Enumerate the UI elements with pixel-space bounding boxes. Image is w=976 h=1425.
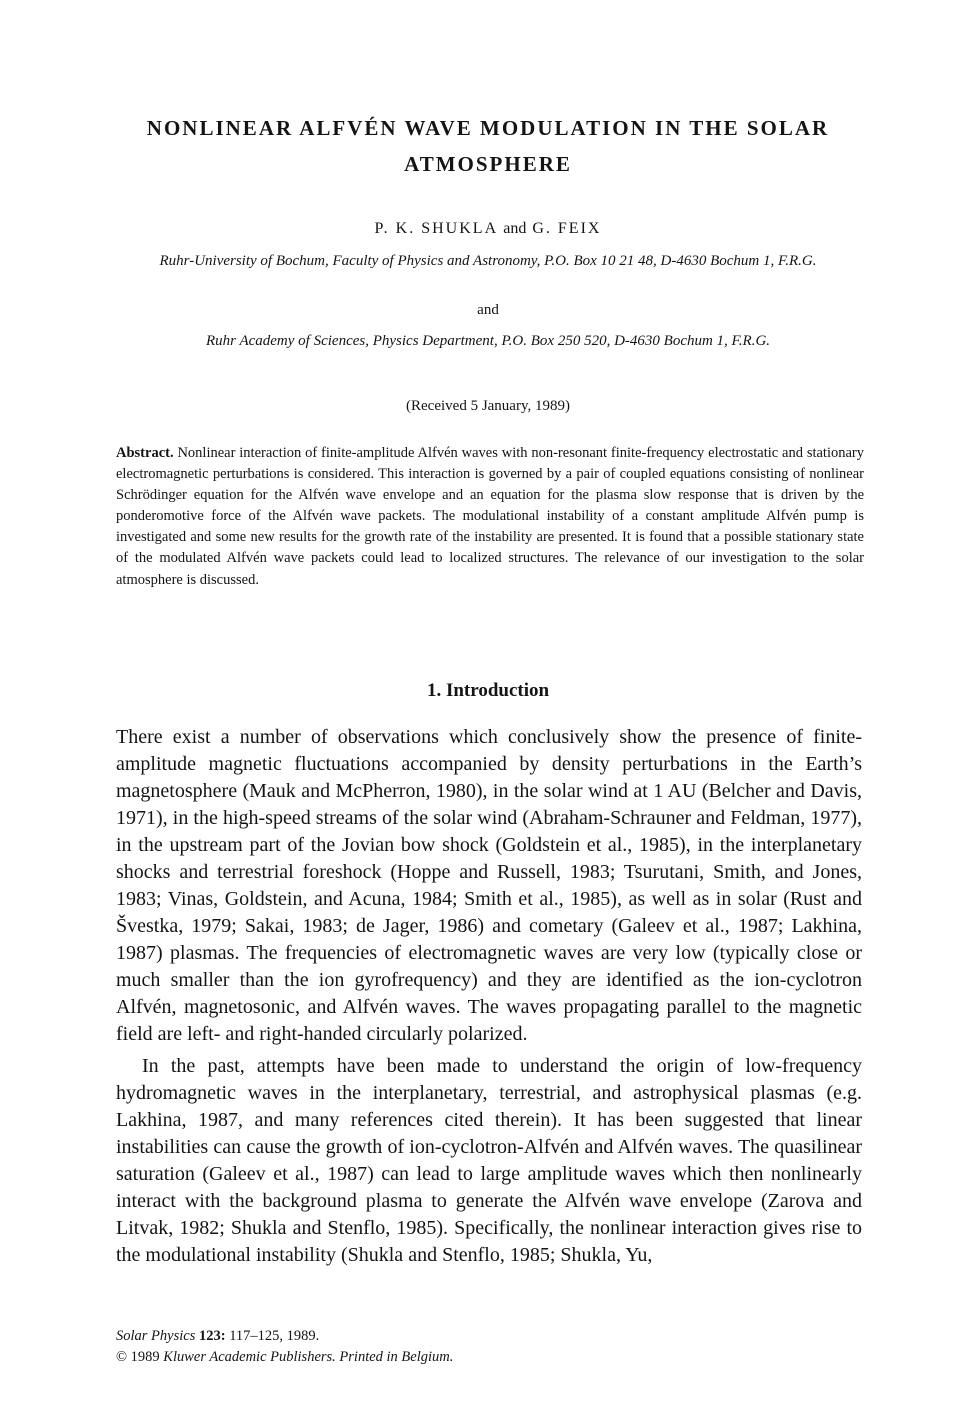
- journal-name: Solar Physics: [116, 1328, 196, 1344]
- journal-pages: 117–125, 1989.: [229, 1328, 320, 1344]
- abstract: [116, 443, 864, 591]
- title-line-1: NONLINEAR ALFVÉN WAVE MODULATION IN THE SOLAR: [146, 116, 830, 140]
- journal-volume: 123:: [198, 1328, 226, 1344]
- affiliation-conjunction: and: [477, 302, 499, 318]
- paper-title: [110, 110, 866, 182]
- abstract-text: Nonlinear interaction of finite-amplitude Alfvén waves with non-resonant finite-frequency electrostatic and stationary electromagnetic perturbations is considered. This interaction is governed by a pair of coupled equations consisting of nonlinear Schrödinger equation for the Alfvén wave envelope and an equation for the plasma slow response that is driven by the ponderomotive force of the Alfvén wave packets. The modulational instability of a constant amplitude Alfvén pump is investigated and some new results for the growth rate of the instability are presented. It is found that a possible stationary state of the modulated Alfvén wave packets could lead to localized structures. The relevance of our investigation to the solar atmosphere is discussed.: [116, 445, 865, 588]
- publisher: Kluwer Academic Publishers. Printed in Belgium.: [163, 1349, 454, 1365]
- author-line: [0, 220, 976, 238]
- page-footer: [116, 1326, 453, 1368]
- title-line-2: ATMOSPHERE: [404, 152, 572, 176]
- paragraph: In the past, attempts have been made to understand the origin of low-frequency hydromagnetic waves in the interplanetary, terrestrial, and astrophysical plasmas (e.g. Lakhina, 1987, and many references cited therein). It has been suggested that linear instabilities can cause the growth of ion-cyclotron-Alfvén and Alfvén waves. The quasilinear saturation (Galeev et al., 1987) can lead to large amplitude waves which then nonlinearly interact with the background plasma to generate the Alfvén wave envelope (Zarova and Litvak, 1982; Shukla and Stenflo, 1985). Specifically, the nonlinear interaction gives rise to the modulational instability (Shukla and Stenflo, 1985; Shukla, Yu,: [116, 1055, 862, 1266]
- affiliation-1: Ruhr-University of Bochum, Faculty of Physics and Astronomy, P.O. Box 10 21 48, D-4630 Bochum 1, F.R.G.: [159, 253, 817, 269]
- author-1: P. K. SHUKLA: [374, 220, 498, 237]
- copyright-line: [116, 1347, 453, 1368]
- received-date: (Received 5 January, 1989): [406, 398, 570, 414]
- paragraph: There exist a number of observations which conclusively show the presence of finite-amplitude magnetic fluctuations accompanied by density perturbations in the Earth’s magnetosphere (Mauk and McPherron, 1980), in the solar wind at 1 AU (Belcher and Davis, 1971), in the high-speed streams of the solar wind (Abraham-Schrauner and Feldman, 1977), in the upstream part of the Jovian bow shock (Goldstein et al., 1985), in the interplanetary shocks and terrestrial foreshock (Hoppe and Russell, 1983; Tsurutani, Smith, and Jones, 1983; Vinas, Goldstein, and Acuna, 1984; Smith et al., 1985), as well as in solar (Rust and Švestka, 1979; Sakai, 1983; de Jager, 1986) and cometary (Galeev et al., 1987; Lakhina, 1987) plasmas. The frequencies of electromagnetic waves are very low (typically close or much smaller than the ion gyrofrequency) and they are identified as the ion-cyclotron Alfvén, magnetosonic, and Alfvén waves. The waves propagating parallel to the magnetic field are left- and right-handed circularly polarized.: [116, 726, 862, 1045]
- citation-line: [116, 1326, 453, 1347]
- affiliation-2: Ruhr Academy of Sciences, Physics Department, P.O. Box 250 520, D-4630 Bochum 1, F.R.G.: [205, 333, 771, 349]
- abstract-label: Abstract.: [116, 445, 174, 461]
- author-conjunction: and: [503, 220, 527, 237]
- section-heading: 1. Introduction: [426, 680, 550, 701]
- author-2: G. FEIX: [532, 220, 602, 237]
- section-body: [116, 724, 862, 1269]
- copyright: © 1989: [116, 1349, 160, 1365]
